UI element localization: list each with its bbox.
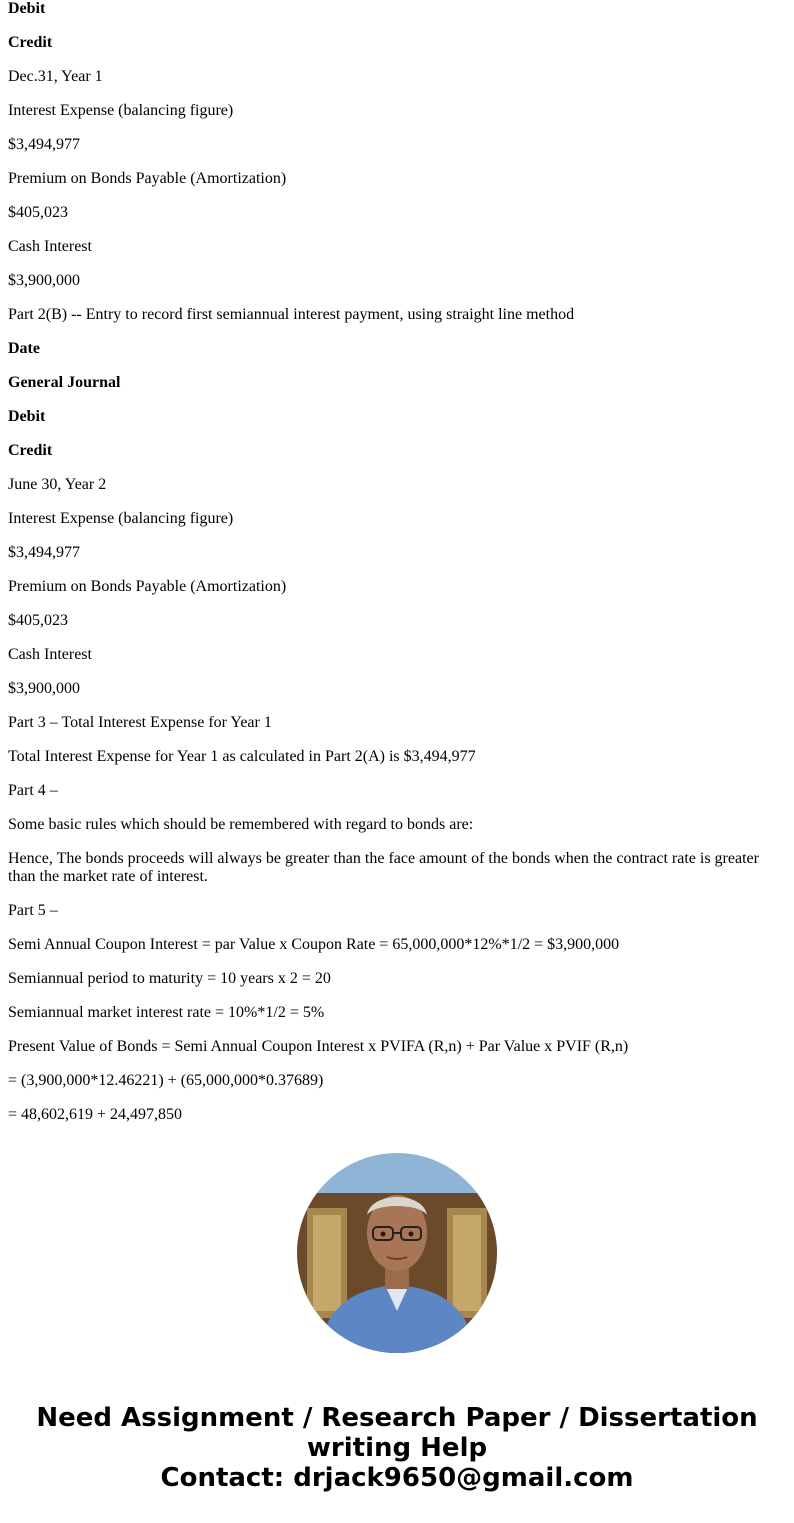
table-header-cell: Date — [8, 340, 40, 357]
document-line: Some basic rules which should be remembered with regard to bonds are: — [8, 816, 474, 833]
footer-line-1: Need Assignment / Research Paper / Dissertation — [36, 1403, 758, 1433]
document-line: Semi Annual Coupon Interest = par Value x Coupon Rate = 65,000,000*12%*1/2 = $3,900,000 — [8, 936, 620, 953]
document-line: $3,494,977 — [8, 544, 80, 561]
document-line: Interest Expense (balancing figure) — [8, 102, 234, 119]
document-line: $3,900,000 — [8, 272, 80, 289]
table-header-cell: Debit — [8, 408, 46, 425]
document-line: Present Value of Bonds = Semi Annual Coupon Interest x PVIFA (R,n) + Par Value x PVIF (R,n) — [8, 1038, 629, 1055]
table-header-cell: Debit — [8, 0, 46, 17]
document-line: June 30, Year 2 — [8, 476, 107, 493]
document-line: Interest Expense (balancing figure) — [8, 510, 234, 527]
document-line: $405,023 — [8, 612, 68, 629]
document-line: $3,494,977 — [8, 136, 80, 153]
document-line: Semiannual market interest rate = 10%*1/2 = 5% — [8, 1004, 325, 1021]
document-line: Semiannual period to maturity = 10 years x 2 = 20 — [8, 970, 331, 987]
document-line: Premium on Bonds Payable (Amortization) — [8, 578, 287, 595]
document-line: Part 4 – — [8, 782, 58, 799]
document-line: Part 2(B) -- Entry to record first semiannual interest payment, using straight line method — [8, 306, 575, 323]
document-line: $405,023 — [8, 204, 68, 221]
table-header-cell: General Journal — [8, 374, 121, 391]
document-line: Part 3 – Total Interest Expense for Year 1 — [8, 714, 272, 731]
document-line: $3,900,000 — [8, 680, 80, 697]
document-line: Hence, The bonds proceeds will always be greater than the face amount of the bonds when the contract rate is greater than the market rate of interest. — [8, 850, 759, 885]
avatar-photo-icon — [297, 1153, 497, 1353]
document-line: Premium on Bonds Payable (Amortization) — [8, 170, 287, 187]
footer-contact: Contact: drjack9650@gmail.com — [160, 1463, 634, 1493]
promo-footer — [0, 1403, 794, 1493]
document-line: Cash Interest — [8, 238, 92, 255]
document-line: Total Interest Expense for Year 1 as calculated in Part 2(A) is $3,494,977 — [8, 748, 476, 765]
document-body — [8, 0, 778, 1122]
document-line: Cash Interest — [8, 646, 92, 663]
author-avatar — [297, 1153, 497, 1353]
table-header-cell: Credit — [8, 442, 53, 459]
document-line: Dec.31, Year 1 — [8, 68, 103, 85]
document-line: = 48,602,619 + 24,497,850 — [8, 1106, 183, 1122]
footer-line-2: writing Help — [306, 1433, 488, 1463]
document-line: = (3,900,000*12.46221) + (65,000,000*0.37689) — [8, 1072, 324, 1089]
table-header-cell: Credit — [8, 34, 53, 51]
document-line: Part 5 – — [8, 902, 58, 919]
